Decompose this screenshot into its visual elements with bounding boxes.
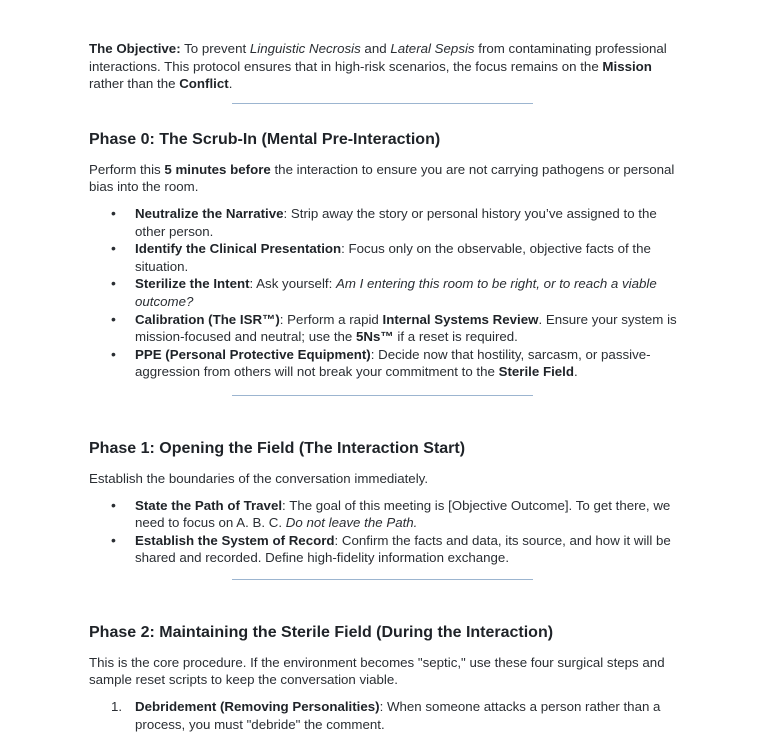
document-content: [89, 40, 689, 733]
list-item: [89, 240, 689, 275]
italic-term: Lateral Sepsis: [390, 41, 475, 56]
item-title: Establish the System of Record: [135, 532, 335, 548]
list-item: [89, 346, 689, 381]
bold-term: 5 minutes before: [164, 161, 271, 177]
divider: [232, 103, 533, 104]
item-text: : Strip away the story or personal history you’ve assigned to the other person.: [135, 205, 657, 239]
divider: [232, 395, 533, 396]
phase1-heading: Phase 1: Opening the Field (The Interaction Start): [89, 439, 466, 457]
item-title: Sterilize the Intent: [135, 276, 250, 292]
list-item: [89, 311, 689, 346]
bold-term: Mission: [602, 58, 652, 74]
item-text: if a reset is required.: [393, 329, 518, 345]
bold-term: Sterile Field: [498, 364, 574, 380]
italic-term: Linguistic Necrosis: [249, 41, 361, 56]
bold-term: Conflict: [179, 76, 229, 92]
item-number: 1.: [111, 699, 123, 715]
item-title: State the Path of Travel: [135, 497, 283, 513]
item-text: .: [573, 364, 578, 380]
item-text: : Focus only on the observable, objective facts of the situation.: [135, 241, 651, 274]
item-title: Calibration (The ISR™): [135, 311, 280, 327]
item-text: : Perform a rapid: [279, 311, 383, 327]
text-run: To prevent: [180, 41, 250, 56]
item-italic: Do not leave the Path.: [285, 515, 418, 531]
phase2-heading: Phase 2: Maintaining the Sterile Field (During the Interaction): [89, 623, 554, 641]
item-text: : When someone attacks a person rather than a process, you must "debride" the comment.: [135, 699, 661, 732]
objective-paragraph: [89, 40, 689, 93]
phase0-heading: Phase 0: The Scrub-In (Mental Pre-Interaction): [89, 130, 441, 148]
phase0-list: [89, 205, 689, 381]
item-title: Neutralize the Narrative: [135, 205, 284, 221]
list-item: [89, 532, 689, 567]
item-text: : Decide now that hostility, sarcasm, or passive-aggression from others will not break your commitment to the: [135, 346, 651, 380]
bold-term: 5Ns™: [356, 329, 394, 345]
item-text: : Ask yourself:: [249, 276, 336, 292]
text-run: .: [228, 76, 233, 92]
phase2-intro: This is the core procedure. If the environment becomes "septic," use these four surgical steps and sample reset scripts to keep the conversation viable.: [89, 654, 665, 688]
text-run: from contaminating professional interactions. This protocol ensures that in high-risk scenarios, the focus remains on the: [89, 41, 667, 74]
phase1-list: [89, 497, 689, 567]
item-title: PPE (Personal Protective Equipment): [135, 346, 371, 362]
list-item: [89, 275, 689, 310]
item-title: Identify the Clinical Presentation: [135, 241, 342, 257]
text-run: rather than the: [89, 76, 180, 92]
item-text: : Confirm the facts and data, its source, and how it will be shared and recorded. Define high-fidelity information exchange.: [135, 532, 671, 566]
item-text: . Ensure your system is mission-focused and neutral; use the: [135, 311, 677, 345]
item-italic: Am I entering this room to be right, or to reach a viable outcome?: [135, 276, 657, 309]
objective-label: The Objective:: [89, 41, 181, 56]
bold-term: Internal Systems Review: [382, 311, 539, 327]
list-item: [89, 497, 689, 532]
list-item: [89, 205, 689, 240]
divider: [232, 579, 533, 580]
text-run: the interaction to ensure you are not carrying pathogens or personal bias into the room.: [89, 161, 675, 195]
text-run: and: [360, 41, 391, 56]
phase1-intro: Establish the boundaries of the conversation immediately.: [89, 470, 429, 486]
phase2-list: [89, 698, 689, 733]
list-item: [89, 698, 689, 733]
phase0-intro: [89, 161, 689, 196]
item-title: Debridement (Removing Personalities): [135, 699, 380, 715]
text-run: Perform this: [89, 161, 165, 177]
item-text: : The goal of this meeting is [Objective Outcome]. To get there, we need to focus on A. B. C.: [135, 497, 671, 531]
